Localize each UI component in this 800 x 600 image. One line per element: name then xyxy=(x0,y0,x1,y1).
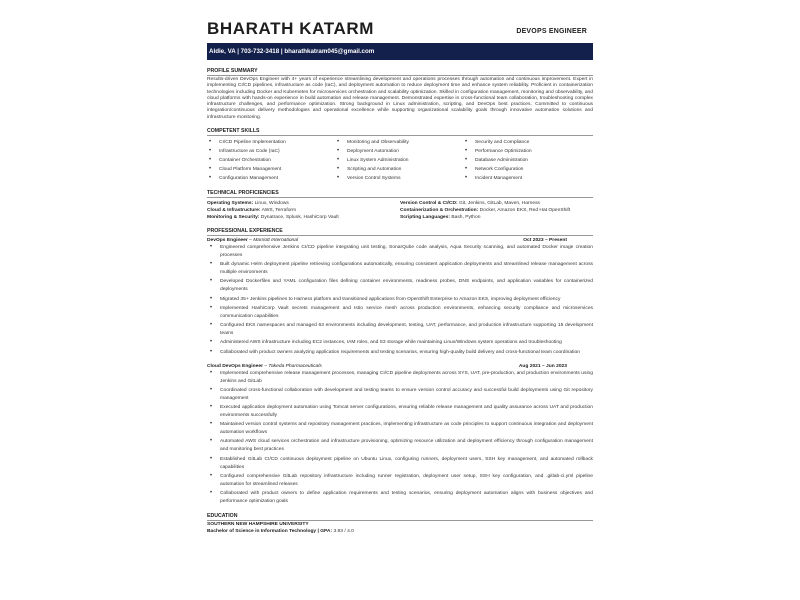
technical-key: Monitoring & Security: xyxy=(207,215,260,221)
technical-value: Bash, Python xyxy=(450,215,481,221)
job-header xyxy=(207,363,593,370)
job-bullet: • Implemented comprehensive release management processes, managing CI/CD pipeline deployments across SYS, UAT, pre-production, and production environments using Jenkins and GitLab xyxy=(207,370,593,386)
skills-grid xyxy=(207,138,593,183)
job-bullet: • Built dynamic Helm deployment pipeline retrieving configurations automatically, ensuring consistent application deployments and streamlined release management across multiple environments xyxy=(207,261,593,277)
resume xyxy=(207,18,593,600)
job-bullets xyxy=(207,370,593,506)
education-block xyxy=(207,521,593,535)
skill-item: • Linux System Administration xyxy=(335,156,463,165)
school-name: SOUTHERN NEW HAMPSHIRE UNIVERSITY xyxy=(207,521,309,527)
job-bullet: • Configured EKS namespaces and managed 63 environments including development, testing, UAT, performance, and production infrastructure supporting 15 development teams xyxy=(207,322,593,338)
technical-value: Docker, Amazon EKS, Red Hat OpenShift xyxy=(478,208,571,214)
skills-column-2 xyxy=(335,138,463,183)
technical-key: Version Control & CI/CD: xyxy=(400,201,458,207)
skill-item: • Scripting and Automation xyxy=(335,165,463,174)
job-title: DevOps Engineer xyxy=(207,238,248,244)
job-role: DEVOPS ENGINEER xyxy=(516,28,587,35)
technical-value: Linux, Windows xyxy=(253,201,289,207)
technical-column-right xyxy=(400,200,593,221)
skills-heading: COMPETENT SKILLS xyxy=(207,128,593,136)
technical-value: Git, Jenkins, GitLab, Maven, Harness xyxy=(457,201,540,207)
skill-item: • Container Orchestration xyxy=(207,156,335,165)
technical-heading: TECHNICAL PROFICIENCIES xyxy=(207,190,593,198)
education-heading: EDUCATION xyxy=(207,513,593,521)
contact-bar: Aldie, VA | 703-732-3418 | bharathkatram045@gmail.com xyxy=(207,43,593,60)
skill-item: • CI/CD Pipeline Implementation xyxy=(207,138,335,147)
technical-column-left xyxy=(207,200,400,221)
gpa-value: 3.93 / 4.0 xyxy=(332,528,354,534)
job-bullet: • Administered AWS infrastructure including EC2 instances, IAM roles, and S3 storage while maintaining Linux/Windows system operations and troubleshooting xyxy=(207,339,593,347)
job-bullet: • Implemented HashiCorp Vault secrets management and Istio service mesh across production environments, enhancing security compliance and microservices communication capabilities xyxy=(207,305,593,321)
skill-item: • Security and Compliance xyxy=(463,138,591,147)
company-name: Marriott International xyxy=(253,238,299,244)
skill-item: • Cloud Platform Management xyxy=(207,165,335,174)
skill-item: • Database Administration xyxy=(463,156,591,165)
technical-value: AWS, Terraform xyxy=(260,208,297,214)
resume-header xyxy=(207,18,593,40)
skill-item: • Monitoring and Observability xyxy=(335,138,463,147)
skill-item: • Performance Optimization xyxy=(463,147,591,156)
summary-text: Results-driven DevOps Engineer with 4+ years of experience streamlining development and operations processes through automation and continuous improvement. Expert in implementing CI/CD pipelines, infrastructure as code (IaC), and deployment automation to reduce deployment time and enhance system reliability. Proficient in containerization technologies including Docker and Kubernetes for microservices orchestration and scalability optimization. Skilled in configuration management, monitoring and observability, and cloud platforms with hands-on experience in build automation and release management. Demonstrated expertise in cross-functional team collaboration, troubleshooting complex infrastructure challenges, and performance optimization. Strong background in Linux administration, scripting, and DevOps best practices. Committed to continuous integration/continuous delivery methodologies and operational excellence while supporting organizational scalability goals through innovative automation solutions and infrastructure monitoring. xyxy=(207,77,593,120)
job-bullet: • Developed Dockerfiles and YAML configuration files defining container environments, readiness probes, DNS endpoints, and application variables for containerized deployments xyxy=(207,278,593,294)
technical-row xyxy=(400,214,593,221)
company-name: Takeda Pharmaceuticals xyxy=(268,363,322,369)
job-bullet: • Coordinated cross-functional collaboration with development and testing teams to ensure version control accuracy and successful build deployments using Git repository management xyxy=(207,387,593,403)
job-header xyxy=(207,237,593,244)
skill-item: • Configuration Management xyxy=(207,174,335,183)
degree-line xyxy=(207,528,593,535)
technical-row xyxy=(400,200,593,207)
skills-column-3 xyxy=(463,138,591,183)
job-bullet: • Automated AWS cloud services orchestration and infrastructure provisioning, optimizing resource utilization and deployment efficiency through configuration management and monitoring best practices xyxy=(207,438,593,454)
job-separator: – xyxy=(247,238,254,244)
job-dates: Aug 2021 – Jun 2023 xyxy=(518,363,567,369)
technical-key: Operating Systems: xyxy=(207,201,254,207)
skill-item: • Network Configuration xyxy=(463,165,591,174)
job-dates: Oct 2023 – Present xyxy=(523,238,567,244)
technical-key: Containerization & Orchestration: xyxy=(400,208,479,214)
skill-item: • Incident Management xyxy=(463,174,591,183)
technical-row xyxy=(207,200,400,207)
job-bullet: • Executed application deployment automation using Tomcat server configurations, ensuring reliable release management and quality assurance across UAT and production environments successfully xyxy=(207,404,593,420)
job-title-line xyxy=(207,237,298,244)
technical-key: Scripting Languages: xyxy=(400,215,450,221)
job-bullet: • Configured comprehensive GitLab repository infrastructure including runner registration, deployment user setup, SSH key configuration, and .gitlab-ci.yml pipeline automation for streamlined releases xyxy=(207,473,593,489)
job-title-line xyxy=(207,363,322,370)
job-bullet: • Engineered comprehensive Jenkins CI/CD pipeline integrating unit testing, SonarQube code analysis, Aqua Security scanning, and automated Docker image creation processes xyxy=(207,244,593,260)
technical-row xyxy=(207,207,400,214)
job-separator: – xyxy=(262,363,269,369)
skill-item: • Deployment Automation xyxy=(335,147,463,156)
technical-value: Dynatrace, Splunk, HashiCorp Vault xyxy=(259,215,339,221)
job-bullet: • Maintained version control systems and repository management practices, implementing infrastructure as code principles to support continuous integration and deployment automation workflows xyxy=(207,421,593,437)
skill-item: • Infrastructure as Code (IaC) xyxy=(207,147,335,156)
technical-row xyxy=(207,214,400,221)
degree-name: Bachelor of Science in Information Technology | GPA: xyxy=(207,528,333,534)
technical-grid xyxy=(207,200,593,221)
summary-heading: PROFILE SUMMARY xyxy=(207,68,593,76)
job-bullet: • Established GitLab CI/CD continuous deployment pipeline on Ubuntu Linux, configuring runners, deployment users, SSH key management, and automated rollback capabilities xyxy=(207,456,593,472)
skill-item: • Version Control Systems xyxy=(335,174,463,183)
experience-heading: PROFESSIONAL EXPERIENCE xyxy=(207,228,593,236)
skills-column-1 xyxy=(207,138,335,183)
technical-row xyxy=(400,207,593,214)
job-bullet: • Collaborated with product owners to define application requirements and testing scenarios, ensuring deployment automation aligns with business objectives and performance optimization goals xyxy=(207,490,593,506)
job-bullet: • Collaborated with product owners analyzing application requirements and testing scenarios, ensuring high-quality build delivery and cross-functional team coordination xyxy=(207,349,593,357)
job-title: Cloud DevOps Engineer xyxy=(207,363,263,369)
job-bullet: • Migrated 35+ Jenkins pipelines to Harness platform and transitioned applications from OpenShift Enterprise to Amazon EKS, improving deployment efficiency xyxy=(207,296,593,304)
candidate-name: BHARATH KATARM xyxy=(207,19,375,38)
job-bullets xyxy=(207,244,593,357)
technical-key: Cloud & Infrastructure: xyxy=(207,208,261,214)
